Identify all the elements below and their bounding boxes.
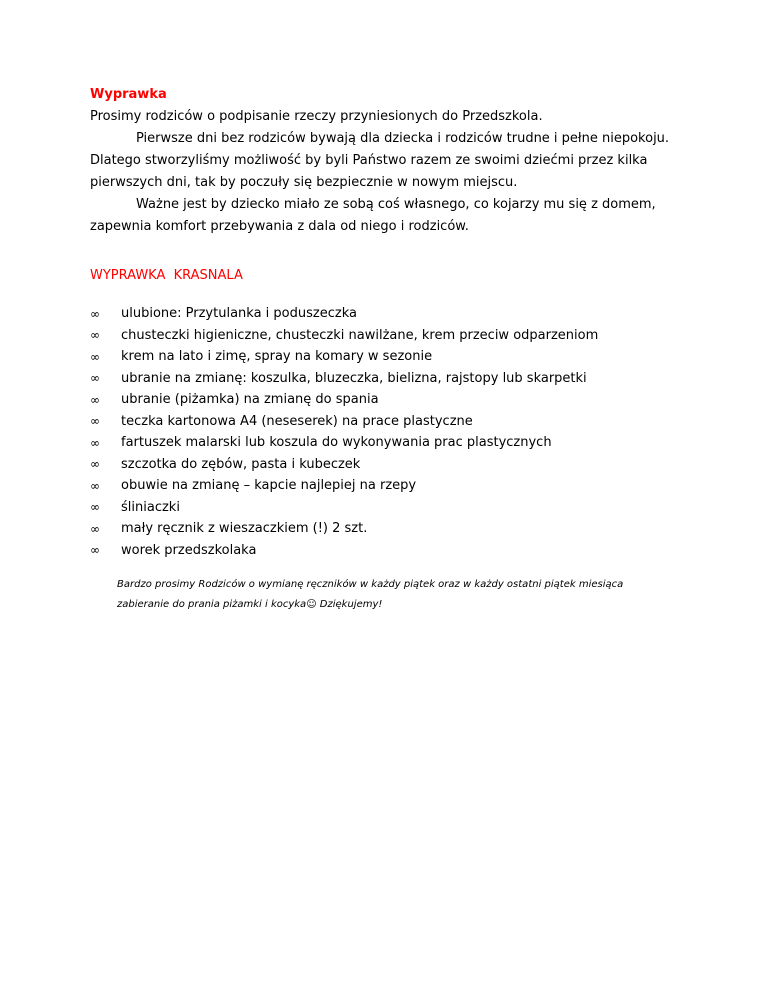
list-item <box>90 432 690 454</box>
infinity-bullet-icon: ∞ <box>90 392 100 407</box>
infinity-bullet-icon: ∞ <box>90 306 100 321</box>
closing-note <box>117 575 690 615</box>
paragraph-important: Ważne jest by dziecko miało ze sobą coś własnego, co kojarzy mu się z domem, <box>136 197 656 212</box>
list-item-text: krem na lato i zimę, spray na komary w sezonie <box>121 349 433 365</box>
list-item-text: teczka kartonowa A4 (neseserek) na prace plastyczne <box>121 413 473 429</box>
infinity-bullet-icon: ∞ <box>90 349 100 364</box>
list-item <box>90 325 690 347</box>
paragraph-important-cont: zapewnia komfort przebywania z dala od niego i rodziców. <box>90 219 469 234</box>
infinity-bullet-icon: ∞ <box>90 521 100 536</box>
list-item <box>90 389 690 411</box>
list-item <box>90 454 690 476</box>
list-item-text: szczotka do zębów, pasta i kubeczek <box>121 456 361 472</box>
list-item <box>90 540 690 562</box>
list-item <box>90 411 690 433</box>
list-item <box>90 303 690 325</box>
list-item <box>90 497 690 519</box>
list-item <box>90 368 690 390</box>
infinity-bullet-icon: ∞ <box>90 543 100 558</box>
infinity-bullet-icon: ∞ <box>90 371 100 386</box>
list-item-text: ubranie (piżamka) na zmianę do spania <box>121 392 379 408</box>
list-item <box>90 518 690 540</box>
infinity-bullet-icon: ∞ <box>90 478 100 493</box>
list-item-text: obuwie na zmianę – kapcie najlepiej na rzepy <box>121 478 417 494</box>
section-heading: WYPRAWKA KRASNALA <box>90 268 243 283</box>
document-page <box>90 84 690 615</box>
paragraph-intro: Prosimy rodziców o podpisanie rzeczy przyniesionych do Przedszkola. <box>90 109 543 124</box>
infinity-bullet-icon: ∞ <box>90 414 100 429</box>
list-item-text: ulubione: Przytulanka i poduszeczka <box>121 306 357 322</box>
list-item-text: ubranie na zmianę: koszulka, bluzeczka, bielizna, rajstopy lub skarpetki <box>121 370 587 386</box>
list-item-text: worek przedszkolaka <box>121 542 257 558</box>
paragraph-first-days-cont-1: Dlatego stworzyliśmy możliwość by byli Państwo razem ze swoimi dziećmi przez kilka <box>90 153 648 168</box>
closing-note-line: zabieranie do prania piżamki i kocyka☺ Dziękujemy! <box>117 599 383 610</box>
paragraph-first-days-cont-2: pierwszych dni, tak by poczuły się bezpiecznie w nowym miejscu. <box>90 175 518 190</box>
infinity-bullet-icon: ∞ <box>90 328 100 343</box>
document-title: Wyprawka <box>90 87 167 102</box>
list-item <box>90 346 690 368</box>
infinity-bullet-icon: ∞ <box>90 500 100 515</box>
list-item-text: fartuszek malarski lub koszula do wykonywania prac plastycznych <box>121 435 552 451</box>
list-item <box>90 475 690 497</box>
infinity-bullet-icon: ∞ <box>90 435 100 450</box>
list-item-text: chusteczki higieniczne, chusteczki nawilżane, krem przeciw odparzeniom <box>121 327 599 343</box>
list-item-text: mały ręcznik z wieszaczkiem (!) 2 szt. <box>121 521 368 537</box>
paragraph-first-days: Pierwsze dni bez rodziców bywają dla dziecka i rodziców trudne i pełne niepokoju. <box>136 131 670 146</box>
items-list <box>90 303 690 561</box>
list-item-text: śliniaczki <box>121 499 180 515</box>
infinity-bullet-icon: ∞ <box>90 457 100 472</box>
closing-note-line: Bardzo prosimy Rodziców o wymianę ręczników w każdy piątek oraz w każdy ostatni piątek miesiąca <box>117 579 624 590</box>
